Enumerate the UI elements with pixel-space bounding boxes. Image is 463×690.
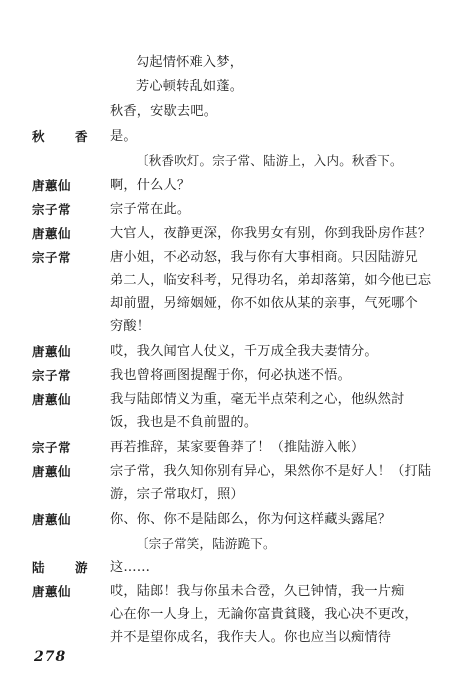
- dialog-line: 哎，陆郎！我与你虽未合卺，久已钟情，我一片痴: [110, 584, 405, 599]
- stage-direction: 〔秋香吹灯。宗子常、陆游上，入内。秋香下。: [136, 153, 403, 168]
- dialog-line: 再若推辞，某家要鲁莽了！（推陆游入帐）: [110, 440, 365, 455]
- speaker-name: 宗子常: [32, 440, 72, 455]
- intro-line: 秋香，安歇去吧。: [110, 104, 218, 119]
- dialog-line: 你、你、你不是陆郎么，你为何这样藏头露尾？: [110, 512, 392, 527]
- dialog-line: 是。: [110, 129, 137, 144]
- speaker-name: 唐蕙仙: [32, 226, 72, 241]
- dialog-line: 哎，我久闻官人仗义，千万成全我夫妻情分。: [110, 344, 378, 359]
- dialog-line: 大官人，夜静更深，你我男女有别，你到我卧房作甚？: [110, 226, 432, 241]
- dialog-line: 心在你一人身上，无論你富貴貧賤，我心决不更改，: [110, 607, 418, 622]
- dialog-line: 穷酸！: [110, 319, 151, 334]
- dialog-line: 并不是望你成名，我作夫人。你也应当以痴情待: [110, 630, 392, 645]
- dialog-line: 饭，我也是不負前盟的。: [110, 415, 258, 430]
- speaker-name: 唐蕙仙: [32, 392, 72, 407]
- dialog-line: 唐小姐，不必动怒，我与你有大事相商。只因陆游兄: [110, 250, 418, 265]
- dialog-line: 我与陆郎情义为重，毫无半点荣利之心，他纵然討: [110, 392, 405, 407]
- speaker-name: 宗子常: [32, 368, 72, 383]
- speaker-name: 秋 香: [32, 129, 97, 144]
- speaker-name: 唐蕙仙: [32, 464, 72, 479]
- dialog-line: 这……: [110, 560, 151, 575]
- speaker-name: 唐蕙仙: [32, 584, 72, 599]
- speaker-name: 唐蕙仙: [32, 178, 72, 193]
- page-number: 278: [34, 649, 67, 665]
- stage-direction: 〔宗子常笑，陆游跪下。: [136, 536, 276, 551]
- dialog-line: 游，宗子常取灯，照）: [110, 487, 244, 502]
- dialog-line: 弟二人，临安科考，兄得功名，弟却落第，如今他已忘: [110, 273, 432, 288]
- dialog-line: 却前盟，另缔姻娅，你不如依从某的亲事，气死哪个: [110, 296, 418, 311]
- dialog-line: 我也曾将画图提醒于你，何必执迷不悟。: [110, 368, 351, 383]
- speaker-name: 陆 游: [32, 560, 97, 575]
- speaker-name: 唐蕙仙: [32, 344, 72, 359]
- verse-line-2: 芳心顿转乱如蓬。: [136, 79, 244, 94]
- dialog-line: 啊，什么人？: [110, 178, 191, 193]
- speaker-name: 宗子常: [32, 250, 72, 265]
- dialog-line: 宗子常，我久知你别有异心，果然你不是好人！（打陆: [110, 464, 432, 479]
- speaker-name: 唐蕙仙: [32, 512, 72, 527]
- speaker-name: 宗子常: [32, 202, 72, 217]
- verse-line-1: 勾起情怀难入梦，: [136, 55, 244, 70]
- dialog-line: 宗子常在此。: [110, 202, 191, 217]
